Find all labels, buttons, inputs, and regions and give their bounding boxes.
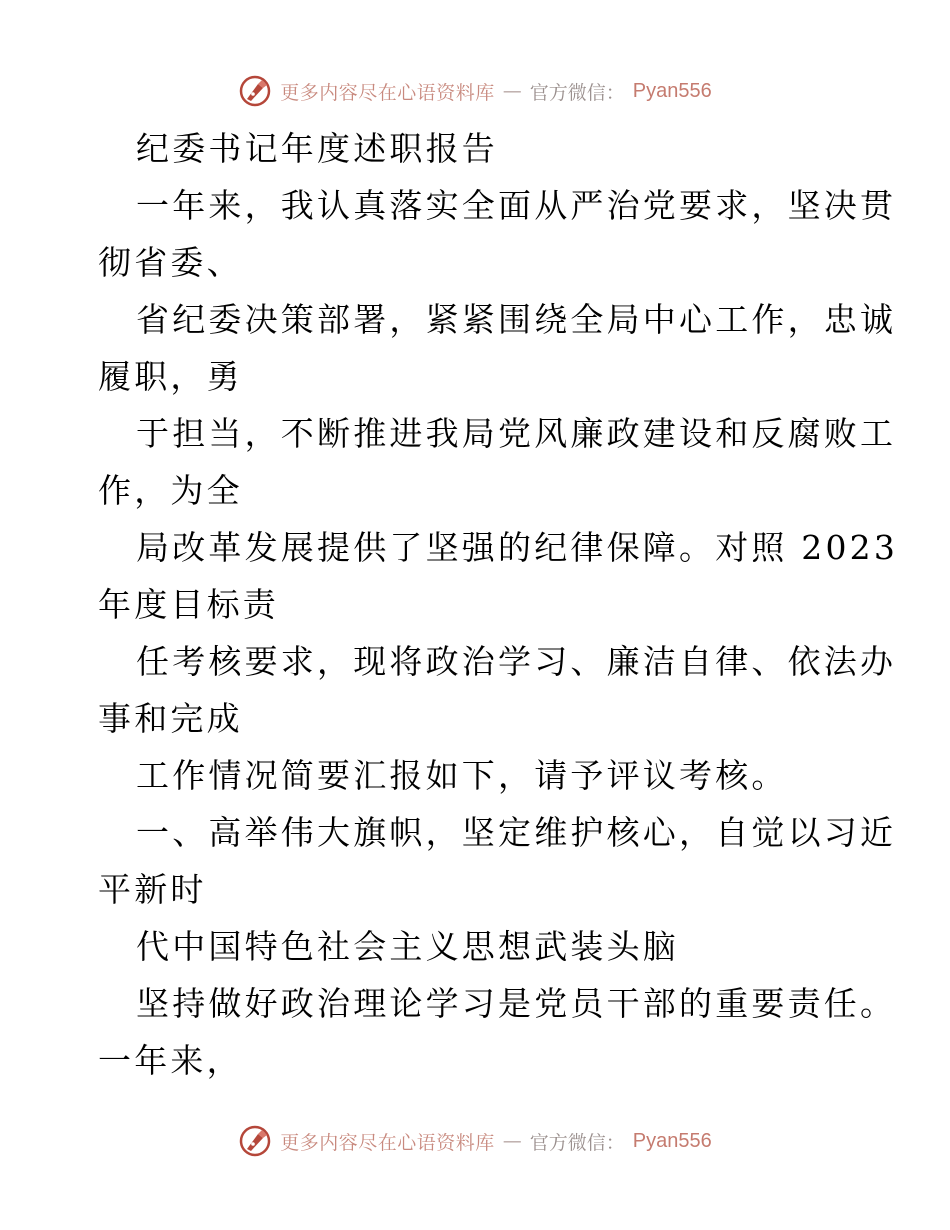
text-line: 任考核要求，现将政治学习、廉洁自律、依法办 <box>136 642 897 681</box>
watermark-label: 官方微信： <box>529 81 625 104</box>
document-body <box>98 120 899 1089</box>
text-line: 坚持做好政治理论学习是党员干部的重要责任。 <box>136 984 897 1023</box>
text-line: 工作情况简要汇报如下，请予评议考核。 <box>136 756 788 795</box>
text-line: 一年来， <box>98 1041 243 1080</box>
text-line: 彻省委、 <box>98 243 243 282</box>
footer-watermark <box>0 1121 950 1161</box>
pen-nib-circle-icon <box>238 74 272 108</box>
text-line: 于担当，不断推进我局党风廉政建设和反腐败工 <box>136 414 897 453</box>
text-line: 省纪委决策部署，紧紧围绕全局中心工作，忠诚 <box>136 300 897 339</box>
text-line: 作，为全 <box>98 471 243 510</box>
text-line: 年度目标责 <box>98 585 279 624</box>
text-line: 纪委书记年度述职报告 <box>136 129 498 168</box>
watermark-dash: — <box>502 80 522 102</box>
text-line: 事和完成 <box>98 699 243 738</box>
text-line: 平新时 <box>98 870 207 909</box>
header-watermark <box>0 71 950 111</box>
text-line: 代中国特色社会主义思想武装头脑 <box>136 927 679 966</box>
watermark-label: 官方微信： <box>529 1131 625 1154</box>
text-line: 一年来，我认真落实全面从严治党要求，坚决贯 <box>136 186 897 225</box>
watermark-account: Pyan556 <box>632 79 712 102</box>
pen-nib-circle-icon <box>238 1124 272 1158</box>
watermark-site-text: 更多内容尽在心语资料库 <box>280 81 495 104</box>
text-line: 履职，勇 <box>98 357 243 396</box>
text-line: 局改革发展提供了坚强的纪律保障。对照 2023 <box>136 528 899 567</box>
watermark-dash: — <box>502 1130 522 1152</box>
watermark-site-text: 更多内容尽在心语资料库 <box>280 1131 495 1154</box>
watermark-account: Pyan556 <box>632 1129 712 1152</box>
text-line: 一、高举伟大旗帜，坚定维护核心，自觉以习近 <box>136 813 897 852</box>
